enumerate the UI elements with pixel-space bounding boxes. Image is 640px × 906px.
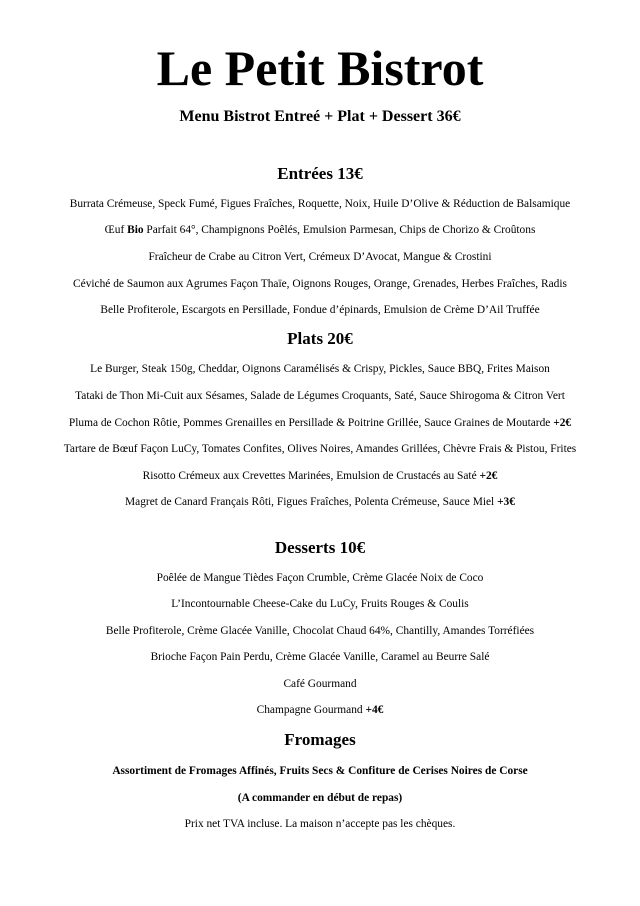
entrees-title: Entrées 13€ (277, 164, 363, 183)
fromages-description: Assortiment de Fromages Affinés, Fruits Secs & Confiture de Cerises Noires de Corse (112, 765, 528, 777)
dessert-item-6-text: Champagne Gourmand (256, 704, 366, 716)
dessert-item-3-text: Belle Profiterole, Crème Glacée Vanille, Chocolat Chaud 64%, Chantilly, Amandes Torréfiées (105, 625, 535, 637)
entree-item-3: Fraîcheur de Crabe au Citron Vert, Crémeux D’Avocat, Mangue & Crostini (148, 251, 492, 263)
plat-item-6 (0, 495, 640, 509)
plat-item-4-text: Tartare de Bœuf Façon LuCy, Tomates Confites, Olives Noires, Amandes Grillées, Chèvre Frais & Pistou, Frites (63, 443, 577, 455)
dessert-item-1-text: Poêlée de Mangue Tièdes Façon Crumble, Crème Glacée Noix de Coco (156, 572, 484, 584)
entree-item-4: Céviché de Saumon aux Agrumes Façon Thaïe, Oignons Rouges, Orange, Grenades, Herbes Fraîches, Radis (73, 278, 567, 290)
plat-item-6-extra: +3€ (497, 496, 515, 508)
desserts-title: Desserts 10€ (274, 538, 366, 557)
plat-item-3-extra: +2€ (553, 417, 572, 429)
entree-item-2-bio: Bio (127, 224, 144, 236)
entree-item-2 (0, 223, 640, 237)
dessert-item-3 (0, 624, 640, 638)
dessert-item-1 (0, 571, 640, 585)
plat-item-5-text: Risotto Crémeux aux Crevettes Marinées, Emulsion de Crustacés au Saté (142, 470, 480, 482)
fromages-title: Fromages (284, 730, 356, 749)
plat-item-3 (0, 416, 640, 430)
dessert-item-4-text: Brioche Façon Pain Perdu, Crème Glacée Vanille, Caramel au Beurre Salé (150, 651, 490, 663)
dessert-item-6 (0, 703, 640, 717)
dessert-item-6-extra: +4€ (365, 704, 384, 716)
entree-item-5: Belle Profiterole, Escargots en Persillade, Fondue d’épinards, Emulsion de Crème D’Ail Truffée (100, 304, 540, 316)
menu-formula: Menu Bistrot Entreé + Plat + Dessert 36€ (179, 108, 461, 125)
dessert-item-4 (0, 650, 640, 664)
dessert-item-5-text: Café Gourmand (283, 678, 357, 690)
plat-item-4 (0, 442, 640, 456)
fromages-note: (A commander en début de repas) (237, 792, 403, 804)
plat-item-1 (0, 362, 640, 376)
entree-item-2-pre: Œuf (104, 224, 128, 236)
plat-item-5 (0, 469, 640, 483)
plat-item-6-text: Magret de Canard Français Rôti, Figues Fraîches, Polenta Crémeuse, Sauce Miel (125, 496, 498, 508)
dessert-item-2-text: L’Incontournable Cheese-Cake du LuCy, Fruits Rouges & Coulis (171, 598, 469, 610)
plat-item-5-extra: +2€ (479, 470, 498, 482)
plat-item-2-text: Tataki de Thon Mi-Cuit aux Sésames, Salade de Légumes Croquants, Saté, Sauce Shirogoma & Citron Vert (75, 390, 565, 402)
plat-item-1-text: Le Burger, Steak 150g, Cheddar, Oignons Caramélisés & Crispy, Pickles, Sauce BBQ, Frites Maison (90, 363, 550, 375)
restaurant-name: Le Petit Bistrot (156, 40, 484, 96)
entree-item-2-post: Parfait 64°, Champignons Poêlés, Emulsion Parmesan, Chips de Chorizo & Croûtons (143, 224, 536, 236)
footer-note: Prix net TVA incluse. La maison n’accepte pas les chèques. (184, 818, 456, 830)
plat-item-3-text: Pluma de Cochon Rôtie, Pommes Grenailles en Persillade & Poitrine Grillée, Sauce Graines de Moutarde (68, 417, 554, 429)
plat-item-2 (0, 389, 640, 403)
plats-title: Plats 20€ (287, 329, 353, 348)
dessert-item-5 (0, 677, 640, 691)
entree-item-1: Burrata Crémeuse, Speck Fumé, Figues Fraîches, Roquette, Noix, Huile D’Olive & Réduction de Balsamique (69, 198, 571, 210)
dessert-item-2 (0, 597, 640, 611)
